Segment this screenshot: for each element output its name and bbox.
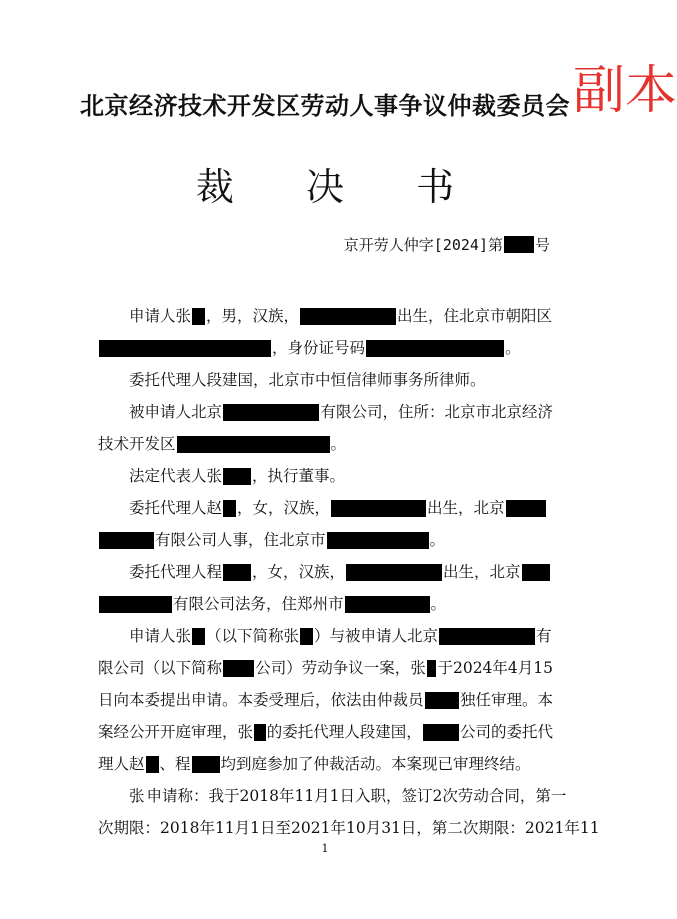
text-line: [98, 620, 553, 652]
text-fragment: 。: [505, 339, 521, 357]
text-fragment: 限公司（以下简称: [98, 659, 223, 677]
redaction: [345, 596, 430, 613]
redaction: [192, 628, 205, 645]
text-fragment: 委托代理人赵: [129, 499, 223, 517]
body-text: [98, 300, 600, 844]
redaction: [223, 468, 251, 485]
redaction: [504, 236, 534, 253]
redaction: [427, 660, 437, 677]
redaction: [327, 532, 429, 549]
text-fragment: 公司的委托代: [459, 723, 553, 741]
redaction: [223, 500, 236, 517]
text-line: [98, 684, 553, 716]
text-line: [98, 524, 553, 556]
text-fragment: 有: [536, 627, 552, 645]
docno-suffix: 号: [534, 236, 550, 254]
text-fragment: 张: [129, 787, 145, 805]
text-fragment: 法定代表人张: [129, 467, 223, 485]
text-fragment: 理人赵: [98, 755, 145, 773]
text-fragment: 申请人张: [129, 627, 192, 645]
text-fragment: ，身份证号码: [272, 339, 366, 357]
text-line: [98, 556, 553, 588]
text-line: [98, 812, 600, 844]
text-fragment: 。: [429, 531, 446, 549]
redaction: [99, 532, 154, 549]
text-fragment: 有限公司，住所：北京市北京经济: [320, 403, 553, 421]
redaction: [223, 404, 319, 421]
redaction: [300, 308, 396, 325]
redaction: [254, 724, 266, 741]
text-fragment: 出生，北京: [443, 563, 521, 581]
copy-stamp: 副本: [573, 61, 677, 121]
text-fragment: 出生，北京: [427, 499, 505, 517]
text-fragment: 公司）劳动争议一案，张: [255, 659, 426, 677]
redaction: [346, 564, 442, 581]
redaction: [177, 436, 330, 453]
text-line: [98, 300, 553, 332]
text-line: [98, 716, 553, 748]
text-fragment: 日向本委提出申请。本委受理后，依法由仲裁员: [98, 691, 424, 709]
redaction: [99, 596, 172, 613]
document-title: 裁 决 书: [195, 165, 485, 209]
text-fragment: 出生，住北京市朝阳区: [397, 307, 553, 325]
redaction: [425, 692, 459, 709]
redaction: [439, 628, 535, 645]
text-line: [98, 428, 553, 460]
redaction: [223, 564, 251, 581]
docno-prefix: 京开劳人仲字[2024]第: [343, 236, 503, 254]
text-fragment: 次期限：2018年11月1日至2021年10月31日，第二次期限：2021年11: [98, 819, 600, 837]
text-fragment: 委托代理人段建国，北京市中恒信律师事务所律师。: [129, 371, 486, 389]
redaction: [192, 308, 205, 325]
redaction: [146, 756, 159, 773]
redaction: [223, 660, 254, 677]
text-fragment: 。: [430, 595, 447, 613]
text-fragment: 申请称：我于2018年11月1日入职，签订2次劳动合同，第一: [146, 787, 567, 805]
redaction: [522, 564, 550, 581]
redaction: [423, 724, 459, 741]
redaction: [192, 756, 220, 773]
text-fragment: 委托代理人程: [129, 563, 223, 581]
redaction: [300, 628, 313, 645]
text-fragment: ，男，汉族，: [206, 307, 300, 325]
text-fragment: 均到庭参加了仲裁活动。本案现已审理终结。: [220, 755, 531, 773]
redaction: [331, 500, 426, 517]
organization-title: 北京经济技术开发区劳动人事争议仲裁委员会: [80, 92, 570, 120]
text-line: [98, 396, 553, 428]
text-line: [98, 460, 553, 492]
text-fragment: ，女，汉族，: [237, 499, 331, 517]
text-line: [98, 748, 553, 780]
text-line: [98, 588, 553, 620]
page-number: 1: [321, 842, 329, 855]
document-number: [344, 234, 550, 255]
text-fragment: 于2024年4月15: [437, 659, 553, 677]
text-fragment: 被申请人北京: [129, 403, 223, 421]
text-fragment: （以下简称张: [206, 627, 300, 645]
text-line: [98, 652, 553, 684]
text-line: [98, 332, 553, 364]
redaction: [366, 340, 504, 357]
text-fragment: 的委托代理人段建国，: [266, 723, 422, 741]
text-fragment: ，执行董事。: [252, 467, 346, 485]
text-fragment: 。: [330, 435, 347, 453]
text-fragment: 有限公司人事，住北京市: [155, 531, 326, 549]
text-fragment: 、程: [159, 755, 191, 773]
text-fragment: ，女，汉族，: [252, 563, 346, 581]
text-fragment: 案经公开开庭审理，张: [98, 723, 254, 741]
text-line: [98, 780, 567, 812]
redaction: [99, 340, 271, 357]
text-fragment: 独任审理。本: [459, 691, 553, 709]
text-line: [98, 492, 553, 524]
text-fragment: ）与被申请人北京: [314, 627, 439, 645]
text-fragment: 技术开发区: [98, 435, 176, 453]
text-fragment: 有限公司法务，住郑州市: [173, 595, 344, 613]
redaction: [506, 500, 546, 517]
text-fragment: 申请人张: [129, 307, 192, 325]
text-line: [98, 364, 553, 396]
